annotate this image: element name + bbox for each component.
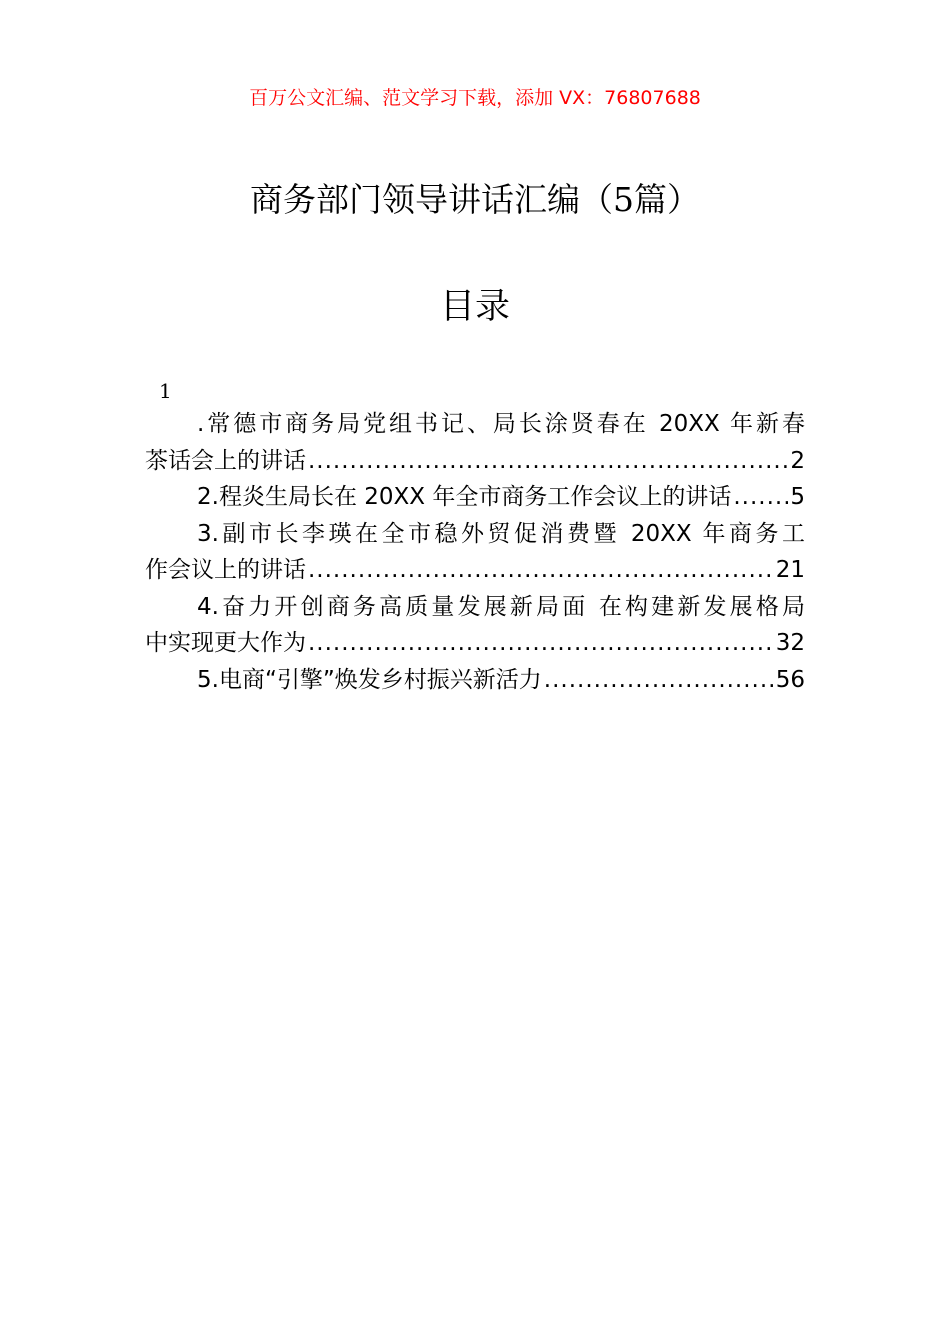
toc-entry-5[interactable] xyxy=(145,662,805,699)
toc-entry-3-text-cont: 作会议上的讲话 xyxy=(145,557,306,583)
toc-entry-1-text: .常德市商务局党组书记、局长涂贤春在 20XX 年新春 xyxy=(197,411,805,437)
toc-entry-4-page: 32 xyxy=(775,630,805,656)
toc-leader-dots xyxy=(544,662,774,699)
toc-entry-3-page: 21 xyxy=(775,557,805,583)
toc-entry-4-text-cont: 中实现更大作为 xyxy=(145,630,306,656)
title-number: 5 xyxy=(613,180,634,219)
toc-leader-dots xyxy=(308,443,788,480)
toc-marker: 1 xyxy=(159,379,172,403)
toc-entry-4-line-2[interactable] xyxy=(145,625,805,662)
toc-entry-1-line-1[interactable] xyxy=(145,406,805,443)
header-note: 百万公文汇编、范文学习下载，添加 VX：76807688 xyxy=(249,87,701,109)
toc-entry-4-line-1[interactable] xyxy=(145,589,805,626)
toc-heading: 目录 xyxy=(439,287,510,327)
toc-entry-1-line-2[interactable] xyxy=(145,443,805,480)
title-suffix: 篇） xyxy=(634,180,700,219)
document-title xyxy=(0,178,950,222)
title-prefix: 商务部门领导讲话汇编（ xyxy=(250,180,613,219)
toc-leader-dots xyxy=(308,625,774,662)
toc-entry-5-text: 5.电商“引擎”焕发乡村振兴新活力 xyxy=(197,666,542,693)
toc-entry-4-text: 4.奋力开创商务高质量发展新局面 在构建新发展格局 xyxy=(197,593,805,620)
toc-entry-1-text-cont: 茶话会上的讲话 xyxy=(145,447,306,474)
toc-entry-3-line-2[interactable] xyxy=(145,552,805,589)
toc-leader-dots xyxy=(308,552,774,589)
toc-entry-1-page: 2 xyxy=(790,447,805,474)
toc-entry-2-text: 2.程炎生局长在 20XX 年全市商务工作会议上的讲话 xyxy=(197,484,732,510)
toc-entry-3-line-1[interactable] xyxy=(145,516,805,553)
table-of-contents xyxy=(145,406,805,698)
toc-entry-2-page: 5 xyxy=(790,484,805,510)
toc-leader-dots xyxy=(733,479,788,516)
toc-entry-5-page: 56 xyxy=(775,666,805,693)
toc-entry-2[interactable] xyxy=(145,479,805,516)
toc-entry-3-text: 3.副市长李瑛在全市稳外贸促消费暨 20XX 年商务工 xyxy=(197,520,805,547)
